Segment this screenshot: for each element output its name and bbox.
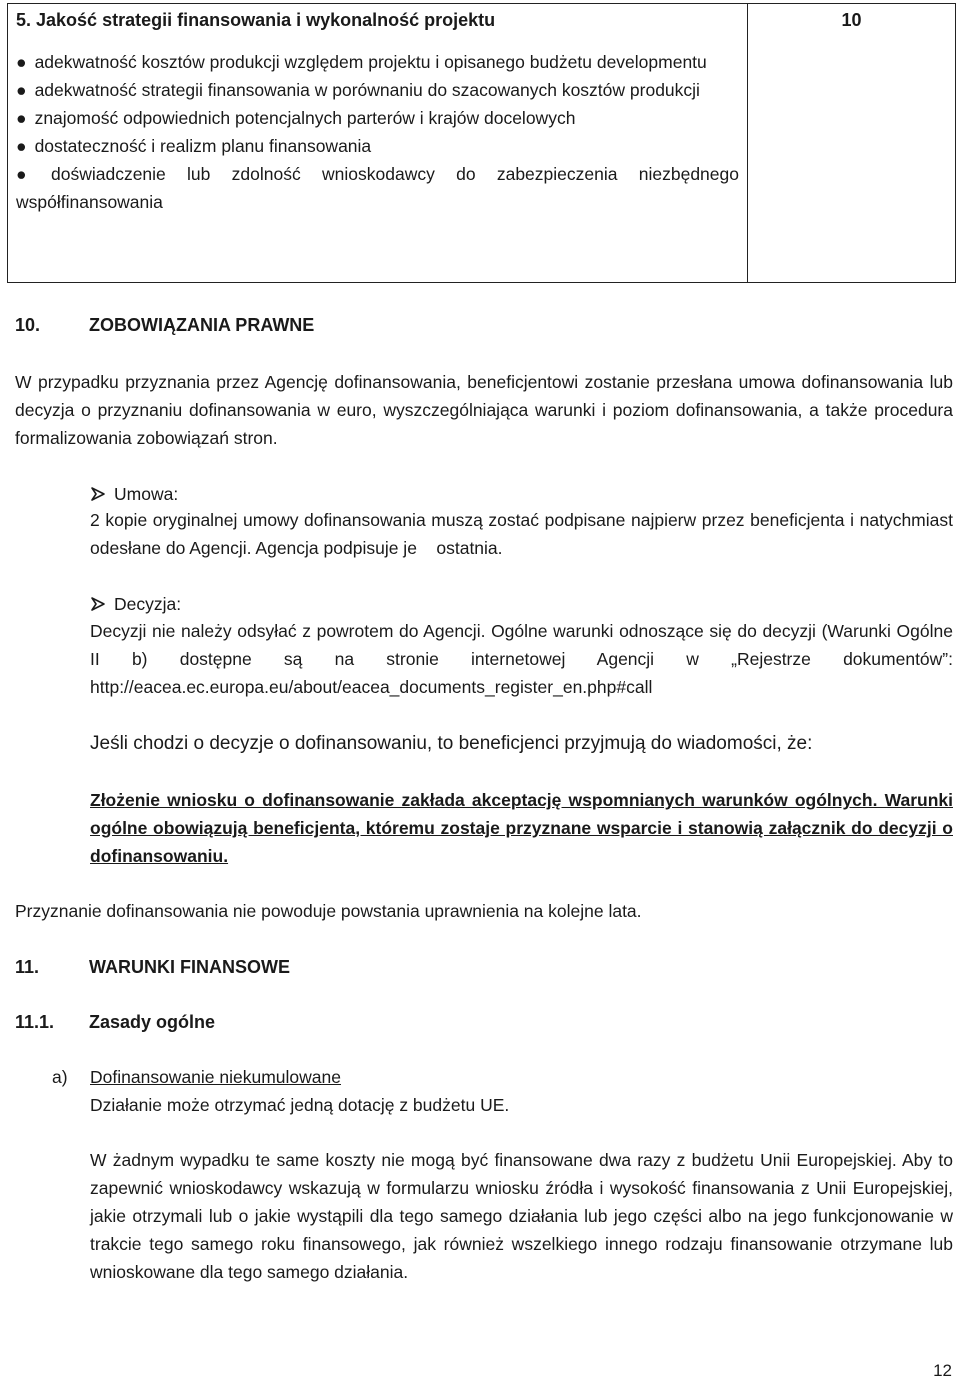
point-a-paragraph: W żadnym wypadku te same koszty nie mogą być finansowane dwa razy z budżetu Unii Europejskiej. Aby to zapewnić wnioskodawcy wskazują w formularzu wniosku źródła i wysokość finansowania z Unii Europejskiej, jakie otrzymali lub o jakie wystąpili dla tego samego działania lub jego części albo na jego funkcjonowanie w trakcie tego samego roku finansowego, jak również wszelkiego innego rodzaju finansowanie otrzymane lub wnioskowane dla tego samego działania. xyxy=(90,1150,953,1282)
arrow-bullet-icon xyxy=(90,486,106,502)
decision-lead: Jeśli chodzi o decyzje o dofinansowaniu, to beneficjenci przyjmują do wiadomości, że: xyxy=(90,733,813,754)
section-10-intro: W przypadku przyznania przez Agencję dofinansowania, beneficjentowi zostanie przesłana umowa dofinansowania lub decyzja o przyznaniu dofinansowania w euro, wyszczególniająca warunki i poziom dofinansowania, a także procedura formalizowania zobowiązań stron. xyxy=(15,372,953,448)
decyzja-text: Decyzji nie należy odsyłać z powrotem do Agencji. Ogólne warunki odnoszące się do decyzji (Warunki Ogólne II b) dostępne są na stronie internetowej Agencji w „Rejestrze dokumentów”: http://eacea.ec.europa.eu/about/eacea_documents_register_en.php#call xyxy=(90,621,953,697)
section-11-1-heading xyxy=(15,1008,953,1036)
section-10-closing: Przyznanie dofinansowania nie powoduje powstania uprawnienia na kolejne lata. xyxy=(15,901,642,921)
section-number: 10. xyxy=(15,315,41,335)
bullet-icon: ● xyxy=(16,52,27,72)
section-number: 11. xyxy=(15,957,40,977)
decyzja-label-row xyxy=(90,590,953,618)
criteria-item: ● adekwatność strategii finansowania w porównaniu do szacowanych kosztów produkcji xyxy=(16,80,700,100)
point-a-title: Dofinansowanie niekumulowane xyxy=(90,1067,341,1087)
umowa-label-row xyxy=(90,480,953,508)
decyzja-label: Decyzja: xyxy=(114,594,182,614)
criteria-table xyxy=(7,3,956,283)
criteria-item: ● dostateczność i realizm planu finansowania xyxy=(16,136,372,156)
umowa-text: 2 kopie oryginalnej umowy dofinansowania muszą zostać podpisane najpierw przez beneficjenta i natychmiast odesłane do Agencji. Agencja podpisuje je ostatnia. xyxy=(90,510,958,558)
bullet-icon: ● xyxy=(16,164,43,184)
section-number: 11.1. xyxy=(15,1012,55,1032)
page-number: 12 xyxy=(933,1361,952,1380)
section-10-heading xyxy=(15,311,953,339)
conditions-emphasis: Złożenie wniosku o dofinansowanie zakłada akceptację wspomnianych warunków ogólnych. Warunki ogólne obowiązują beneficjenta, któremu zostaje przyznane wsparcie i stanowią załącznik do decyzji o dofinansowaniu. xyxy=(90,790,953,866)
section-title: ZOBOWIĄZANIA PRAWNE xyxy=(89,315,315,335)
arrow-bullet-icon xyxy=(90,596,106,612)
criteria-title: 5. Jakość strategii finansowania i wykonalność projektu xyxy=(16,10,496,30)
section-11-heading xyxy=(15,953,953,981)
criteria-item: ● adekwatność kosztów produkcji względem projektu i opisanego budżetu developmentu xyxy=(16,52,707,72)
criteria-cell xyxy=(8,4,748,282)
bullet-icon: ● xyxy=(16,136,27,156)
bullet-icon: ● xyxy=(16,80,27,100)
point-a-line: Działanie może otrzymać jedną dotację z budżetu UE. xyxy=(90,1095,510,1115)
umowa-label: Umowa: xyxy=(114,484,179,504)
section-title: WARUNKI FINANSOWE xyxy=(89,957,290,977)
point-letter: a) xyxy=(52,1067,68,1087)
section-title: Zasady ogólne xyxy=(89,1012,216,1032)
bullet-icon: ● xyxy=(16,108,27,128)
criteria-score: 10 xyxy=(841,10,862,30)
criteria-item: ● znajomość odpowiednich potencjalnych parterów i krajów docelowych xyxy=(16,108,576,128)
criteria-item: ● doświadczenie lub zdolność wnioskodawcy do zabezpieczenia niezbędnego współfinansowania xyxy=(16,164,739,212)
